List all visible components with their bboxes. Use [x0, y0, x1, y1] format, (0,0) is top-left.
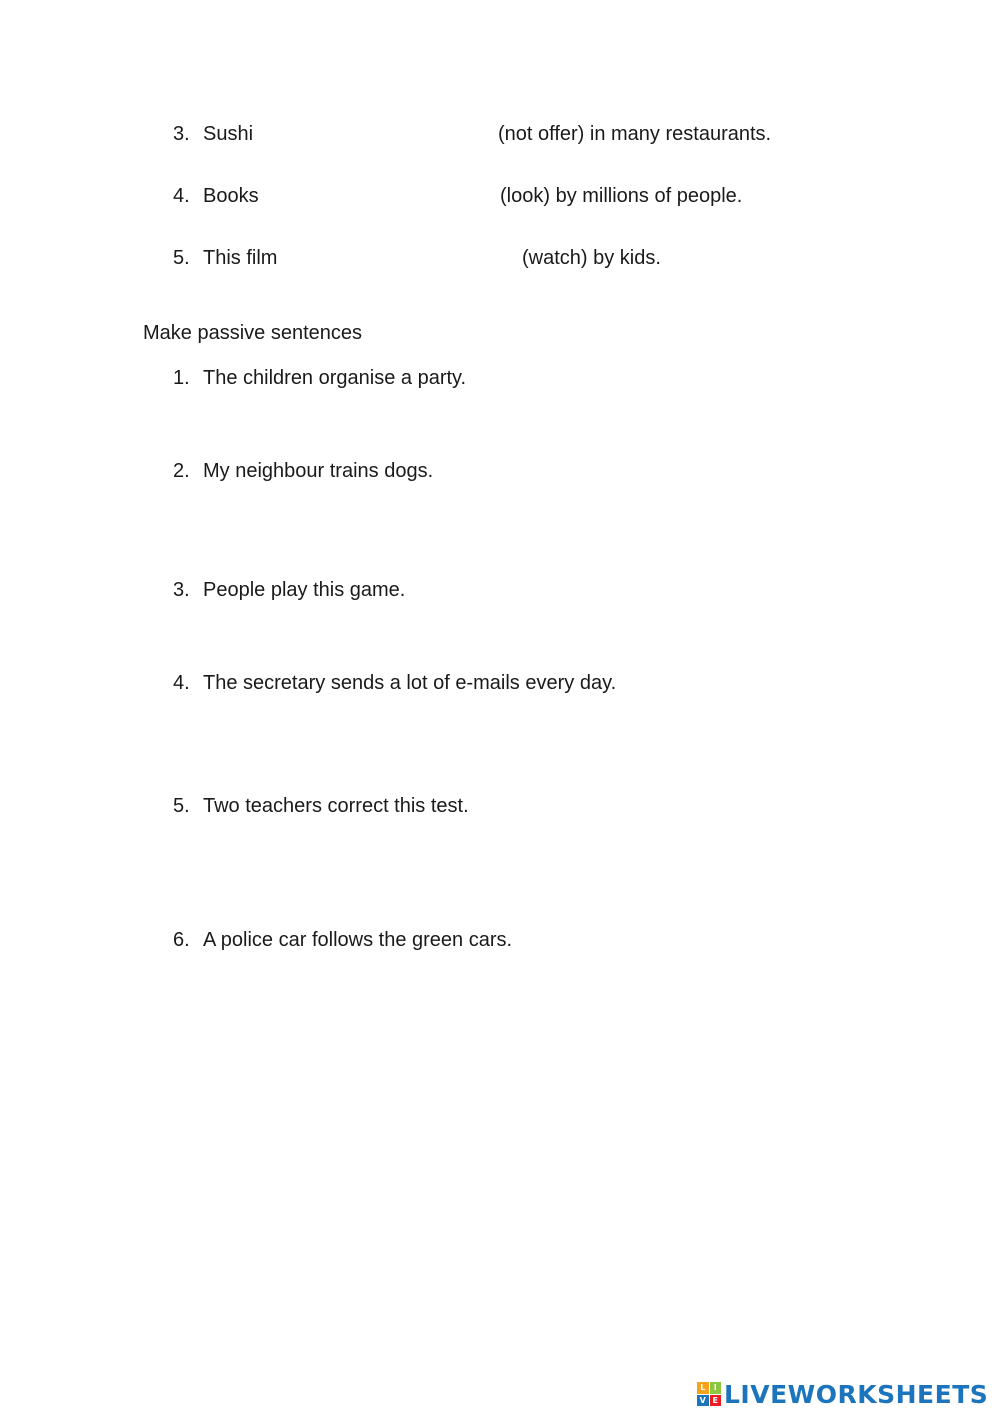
section-heading: Make passive sentences	[143, 322, 363, 344]
item-text: My neighbour trains dogs.	[203, 460, 434, 482]
answer-field[interactable]	[203, 610, 803, 650]
item-text: The secretary sends a lot of e-mails every day.	[203, 672, 617, 694]
logo-badge-letter: I	[710, 1382, 722, 1394]
answer-blank[interactable]	[268, 182, 492, 210]
item-subject: Books	[203, 185, 259, 207]
item-number: 5.	[173, 795, 190, 817]
item-text: Two teachers correct this test.	[203, 795, 469, 817]
logo-badge-icon	[697, 1382, 721, 1406]
item-number: 4.	[173, 672, 190, 694]
item-number: 6.	[173, 929, 190, 951]
item-number: 1.	[173, 367, 190, 389]
liveworksheets-logo	[697, 1379, 988, 1409]
logo-badge-letter: E	[710, 1395, 722, 1407]
answer-field[interactable]	[203, 830, 803, 870]
answer-field[interactable]	[203, 706, 803, 746]
item-number: 3.	[173, 123, 190, 145]
answer-field[interactable]	[203, 962, 803, 1002]
item-text: People play this game.	[203, 579, 406, 601]
item-subject: This film	[203, 247, 278, 269]
item-number: 4.	[173, 185, 190, 207]
answer-field[interactable]	[203, 492, 803, 532]
answer-blank[interactable]	[262, 120, 490, 148]
item-subject: Sushi	[203, 123, 254, 145]
answer-blank[interactable]	[292, 244, 514, 272]
logo-badge-letter: L	[697, 1382, 709, 1394]
answer-field[interactable]	[203, 396, 803, 436]
item-rest: (watch) by kids.	[522, 247, 661, 269]
item-number: 3.	[173, 579, 190, 601]
item-text: A police car follows the green cars.	[203, 929, 513, 951]
logo-text: LIVEWORKSHEETS	[724, 1379, 989, 1409]
logo-badge-letter: V	[697, 1395, 709, 1407]
item-text: The children organise a party.	[203, 367, 467, 389]
item-rest: (not offer) in many restaurants.	[498, 123, 772, 145]
item-rest: (look) by millions of people.	[500, 185, 743, 207]
item-number: 2.	[173, 460, 190, 482]
item-number: 5.	[173, 247, 190, 269]
